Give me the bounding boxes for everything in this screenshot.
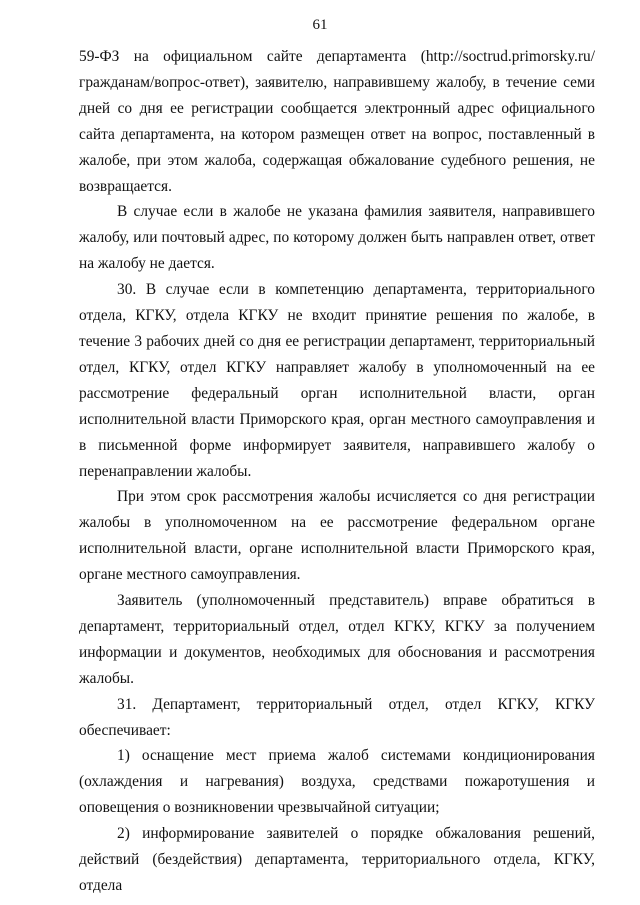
paragraph-clause-30: 30. В случае если в компетенцию департамента, территориального отдела, КГКУ, отдела КГКУ не входит принятие решения по жалобе, в течение 3 рабочих дней со дня ее регистрации департамент, территориальный отдел, КГКУ, отдел КГКУ направляет жалобу в уполномоченный на ее рассмотрение федеральный орган исполнительной власти, орган исполнительной власти Приморского края, орган местного самоуправления и в письменной форме информирует заявителя, направившего жалобу о перенаправлении жалобы. (79, 281, 595, 480)
list-item-1: 1) оснащение мест приема жалоб системами кондиционирования (охлаждения и нагревания) воздуха, средствами пожаротушения и оповещения о возникновении чрезвычайной ситуации; (79, 747, 595, 817)
paragraph-law-continuation: 59-ФЗ на официальном сайте департамента (http://soctrud.primorsky.ru/ гражданам/вопрос-ответ), заявителю, направившему жалобу, в течение семи дней со дня ее регистрации сообщается электронный адрес официального сайта департамента, на котором размещен ответ на вопрос, поставленный в жалобе, при этом жалоба, содержащая обжалование судебного решения, не возвращается. (79, 48, 595, 195)
document-body (79, 44, 595, 899)
paragraph-clause-31: 31. Департамент, территориальный отдел, отдел КГКУ, КГКУ обеспечивает: (79, 695, 595, 739)
paragraph-applicant-rights: Заявитель (уполномоченный представитель) вправе обратиться в департамент, территориальный отдел, отдел КГКУ, КГКУ за получением информации и документов, необходимых для обоснования и рассмотрения жалобы. (79, 592, 595, 687)
paragraph-no-surname: В случае если в жалобе не указана фамилия заявителя, направившего жалобу, или почтовый адрес, по которому должен быть направлен ответ, ответ на жалобу не дается. (79, 203, 595, 273)
paragraph-review-term: При этом срок рассмотрения жалобы исчисляется со дня регистрации жалобы в уполномоченном на ее рассмотрение федеральном органе исполнительной власти, органе исполнительной власти Приморского края, органе местного самоуправления. (79, 488, 595, 584)
list-item-2: 2) информирование заявителей о порядке обжалования решений, действий (бездействия) департамента, территориального отдела, КГКУ, отдела (79, 825, 595, 894)
page-number: 61 (312, 17, 328, 33)
